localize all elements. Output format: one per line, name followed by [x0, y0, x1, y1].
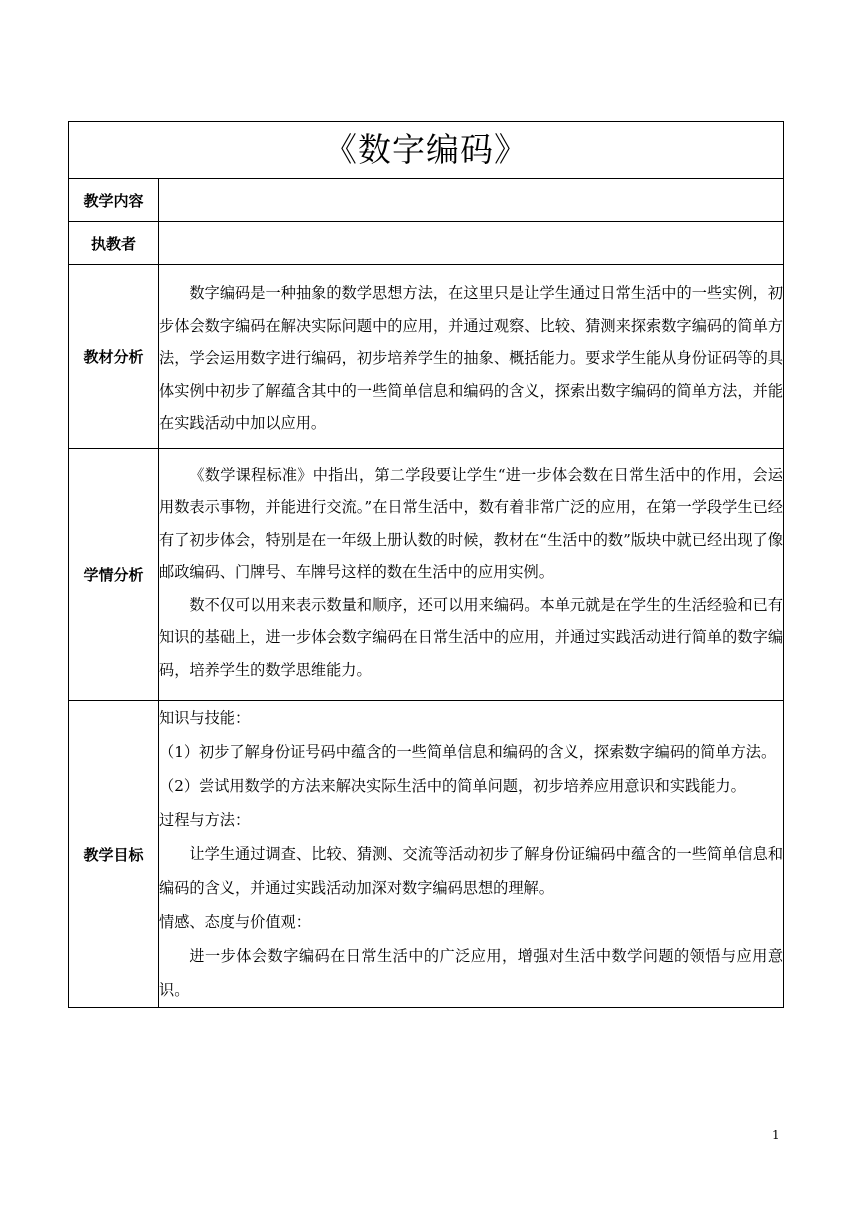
row-teaching-content — [69, 179, 784, 222]
goals-attitude-paragraph: 进一步体会数字编码在日常生活中的广泛应用，增强对生活中数学问题的领悟与应用意识。 — [159, 947, 783, 999]
textbook-analysis-label: 教材分析 — [69, 265, 159, 449]
goals-heading-knowledge: 知识与技能： — [159, 709, 251, 727]
student-analysis-content — [159, 448, 784, 701]
goals-heading-attitude: 情感、态度与价值观： — [159, 913, 311, 931]
teaching-content-value — [159, 179, 784, 222]
row-textbook-analysis — [69, 265, 784, 449]
row-teacher — [69, 222, 784, 265]
lesson-plan-table — [68, 121, 784, 1008]
goals-heading-process: 过程与方法： — [159, 811, 251, 829]
row-student-analysis — [69, 448, 784, 701]
teaching-content-label: 教学内容 — [69, 179, 159, 222]
textbook-analysis-content — [159, 265, 784, 449]
textbook-analysis-paragraph: 数字编码是一种抽象的数学思想方法，在这里只是让学生通过日常生活中的一些实例，初步体会数字编码在解决实际问题中的应用，并通过观察、比较、猜测来探索数字编码的简单方法，学会运用数字进行编码，初步培养学生的抽象、概括能力。要求学生能从身份证码等的具体实例中初步了解蕴含其中的一些简单信息和编码的含义，探索出数字编码的简单方法，并能在实践活动中加以应用。 — [159, 284, 783, 432]
student-analysis-label: 学情分析 — [69, 448, 159, 701]
row-teaching-goals — [69, 701, 784, 1008]
goals-item-2: （2）尝试用数学的方法来解决实际生活中的简单问题，初步培养应用意识和实践能力。 — [159, 777, 746, 795]
goals-process-paragraph: 让学生通过调查、比较、猜测、交流等活动初步了解身份证编码中蕴含的一些简单信息和编码的含义，并通过实践活动加深对数字编码思想的理解。 — [159, 845, 783, 897]
document-title: 《数字编码》 — [69, 122, 784, 179]
student-analysis-paragraph-1: 《数学课程标准》中指出，第二学段要让学生“进一步体会数在日常生活中的作用，会运用数表示事物，并能进行交流。”在日常生活中，数有着非常广泛的应用，在第一学段学生已经有了初步体会，特别是在一年级上册认数的时候，教材在“生活中的数”版块中就已经出现了像邮政编码、门牌号、车牌号这样的数在生活中的应用实例。 — [159, 465, 783, 581]
teaching-goals-label: 教学目标 — [69, 701, 159, 1008]
goals-item-1: （1）初步了解身份证号码中蕴含的一些简单信息和编码的含义，探索数字编码的简单方法。 — [159, 743, 777, 761]
teacher-label: 执教者 — [69, 222, 159, 265]
teaching-goals-content — [159, 701, 784, 1008]
page-number: 1 — [772, 1128, 780, 1142]
teacher-value — [159, 222, 784, 265]
student-analysis-paragraph-2: 数不仅可以用来表示数量和顺序，还可以用来编码。本单元就是在学生的生活经验和已有知识的基础上，进一步体会数字编码在日常生活中的应用，并通过实践活动进行简单的数字编码，培养学生的数学思维能力。 — [159, 595, 783, 679]
